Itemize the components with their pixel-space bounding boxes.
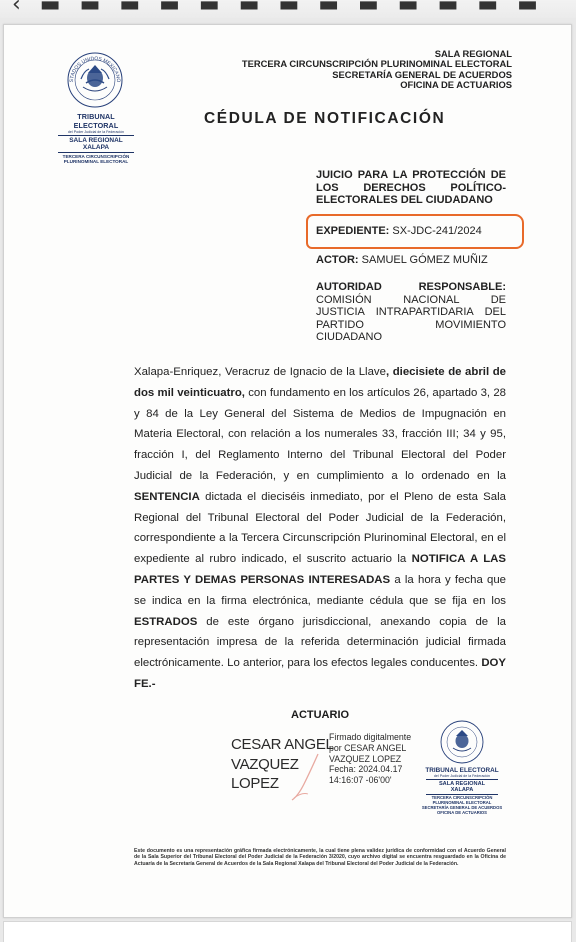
logo-line-5: TERCERA CIRCUNSCRIPCIÓN	[62, 154, 130, 159]
handwritten-signature-stroke	[288, 752, 328, 802]
issuer-logo-text	[56, 112, 136, 164]
logo-line-3: SALA REGIONAL	[69, 137, 123, 144]
svg-text:ESTADOS UNIDOS MEXICANOS	[66, 51, 121, 83]
logo-divider-2	[58, 152, 134, 153]
autoridad-label-1: AUTORIDAD	[316, 281, 382, 293]
digital-line-2: por CESAR ANGEL	[329, 742, 407, 753]
signer-name-line-3: LOPEZ	[231, 775, 279, 792]
juicio-line-2: LOS DERECHOS POLÍTICO-	[316, 181, 506, 194]
logo-line-6: PLURINOMINAL ELECTORAL	[63, 159, 129, 165]
actor-label: ACTOR:	[316, 254, 359, 266]
autoridad-line-2: JUSTICIA INTRAPARTIDARIA DEL	[316, 306, 506, 319]
notification-body	[134, 362, 506, 695]
stamp-line-2: del Poder Judicial de la Federación	[433, 774, 491, 778]
body-text-2: dictada el dieciséis inmediato, por el Pleno de esta Sala Regional del Tribunal Electoral del Poder Judicial de la Federación, correspondiente a la Tercera Circunscripción Plurinominal Electoral, en el expediente al rubro indicado, el suscrito actuario la	[134, 490, 506, 566]
autoridad-line-1: COMISIÓN NACIONAL DE	[316, 293, 506, 306]
logo-line-4: XALAPA	[82, 144, 110, 151]
signature-role: ACTUARIO	[291, 709, 350, 721]
seal-legend-text: STADOS UNIDOS MEXICANO	[68, 55, 122, 83]
header-line-3: SECRETARÍA GENERAL DE ACUERDOS	[332, 68, 512, 80]
juicio-line-3: ELECTORALES DEL CIUDADANO	[316, 194, 493, 207]
document-title: CÉDULA DE NOTIFICACIÓN	[204, 110, 446, 127]
logo-line-1: TRIBUNAL ELECTORAL	[73, 112, 119, 130]
autoridad-block	[316, 281, 506, 344]
header-line-4: OFICINA DE ACTUARIOS	[400, 78, 512, 90]
actor-value: SAMUEL GÓMEZ MUÑIZ	[361, 254, 488, 266]
body-estrados: ESTRADOS	[134, 615, 198, 628]
expediente-label: EXPEDIENTE:	[316, 225, 390, 237]
autoridad-label-2: RESPONSABLE:	[418, 281, 506, 293]
body-text-4: de este órgano jurisdiccional, anexando copia de la representación impresa de la referida determinación judicial firmada electrónicamente. Lo anterior, para los efectos legales conducentes.	[134, 615, 506, 670]
header-line-2: TERCERA CIRCUNSCRIPCIÓN PLURINOMINAL ELECTORAL	[241, 58, 512, 70]
stamp-line-4: XALAPA	[450, 787, 474, 793]
stamp-line-7: SECRETARÍA GENERAL DE ACUERDOS	[421, 804, 503, 810]
cropped-top-strip	[0, 0, 576, 18]
stamp-line-1: TRIBUNAL ELECTORAL	[425, 767, 499, 774]
body-place: Xalapa-Enriquez, Veracruz de Ignacio de la Llave	[134, 366, 386, 378]
body-notifica: NOTIFICA A LAS PARTES Y DEMAS PERSONAS INTERESADAS	[134, 553, 506, 586]
autoridad-label-row	[316, 281, 506, 294]
digital-line-5: 14:16:07 -06'00'	[329, 775, 392, 786]
header-line-1: SALA REGIONAL	[434, 48, 512, 59]
stamp-divider	[426, 779, 498, 780]
body-sentencia: SENTENCIA	[134, 490, 200, 503]
body-text-3: a la hora y fecha que se indica en la firma electrónica, mediante cédula que se fija en los	[134, 573, 506, 607]
stamp-line-8: OFICINA DE ACTUARIOS	[437, 809, 487, 815]
stamp-line-6: PLURINOMINAL ELECTORAL	[432, 799, 492, 805]
body-doy-fe: DOY FE.-	[134, 657, 506, 690]
digital-line-4: Fecha: 2024.04.17	[329, 764, 403, 775]
digital-line-3: VAZQUEZ LOPEZ	[329, 753, 402, 764]
signer-name-line-2: VAZQUEZ	[231, 755, 299, 773]
logo-divider	[58, 135, 134, 136]
actor-line	[316, 254, 506, 267]
legal-footer-note: Este documento es una representación gráfica firmada electrónicamente, la cual tiene plena validez jurídica de conformidad con el Acuerdo General de la Sala Superior del Tribunal Electoral del Poder Judicial de la Federación 3/2020, cuyo archivo digital se encuentra resguardado en la Oficina de Actuaría de la Secretaría General de Acuerdos de la Sala Regional Xalapa del Tribunal Electoral del Poder Judicial de la Federación.	[134, 848, 506, 867]
stamp-text	[412, 767, 512, 816]
expediente-line	[316, 225, 506, 238]
logo-line-2: del Poder Judicial de la Federación	[67, 130, 125, 134]
juicio-line-1: JUICIO PARA LA PROTECCIÓN DE	[316, 169, 506, 181]
body-date: , diecisiete de abril de dos mil veinticuatro,	[134, 366, 506, 399]
stamp-line-5: TERCERA CIRCUNSCRIPCIÓN	[431, 795, 493, 800]
next-page-edge	[3, 921, 572, 942]
signer-name-line-1: CESAR ANGEL	[231, 736, 334, 753]
seal-legend	[66, 51, 124, 109]
issuer-header	[242, 49, 512, 90]
digital-signature-details	[329, 732, 411, 786]
official-stamp-seal	[439, 719, 485, 765]
stamp-line-3: SALA REGIONAL	[438, 781, 486, 787]
digital-line-1: Firmado digitalmente	[329, 732, 412, 742]
body-text-1: con fundamento en los artículos 26, apartado 3, 28 y 84 de la Ley General del Sistema de Medios de Impugnación en Materia Electoral, con relación a los numerales 33, fracción III; 34 y 95, fracción I, del Reglamento Interno del Tribunal Electoral del Poder Judicial de la Federación, y en cumplimiento a lo ordenado en la	[134, 386, 507, 482]
autoridad-line-3: PARTIDO MOVIMIENTO	[316, 318, 506, 331]
cropped-header-glyphs: ‹ ▬ ▬ ▬ ▬ ▬ ▬ ▬ ▬ ▬ ▬ ▬ ▬ ▬	[12, 0, 544, 17]
expediente-value: SX-JDC-241/2024	[392, 225, 482, 237]
juicio-block	[316, 169, 506, 207]
autoridad-line-4: CIUDADANO	[316, 331, 383, 344]
